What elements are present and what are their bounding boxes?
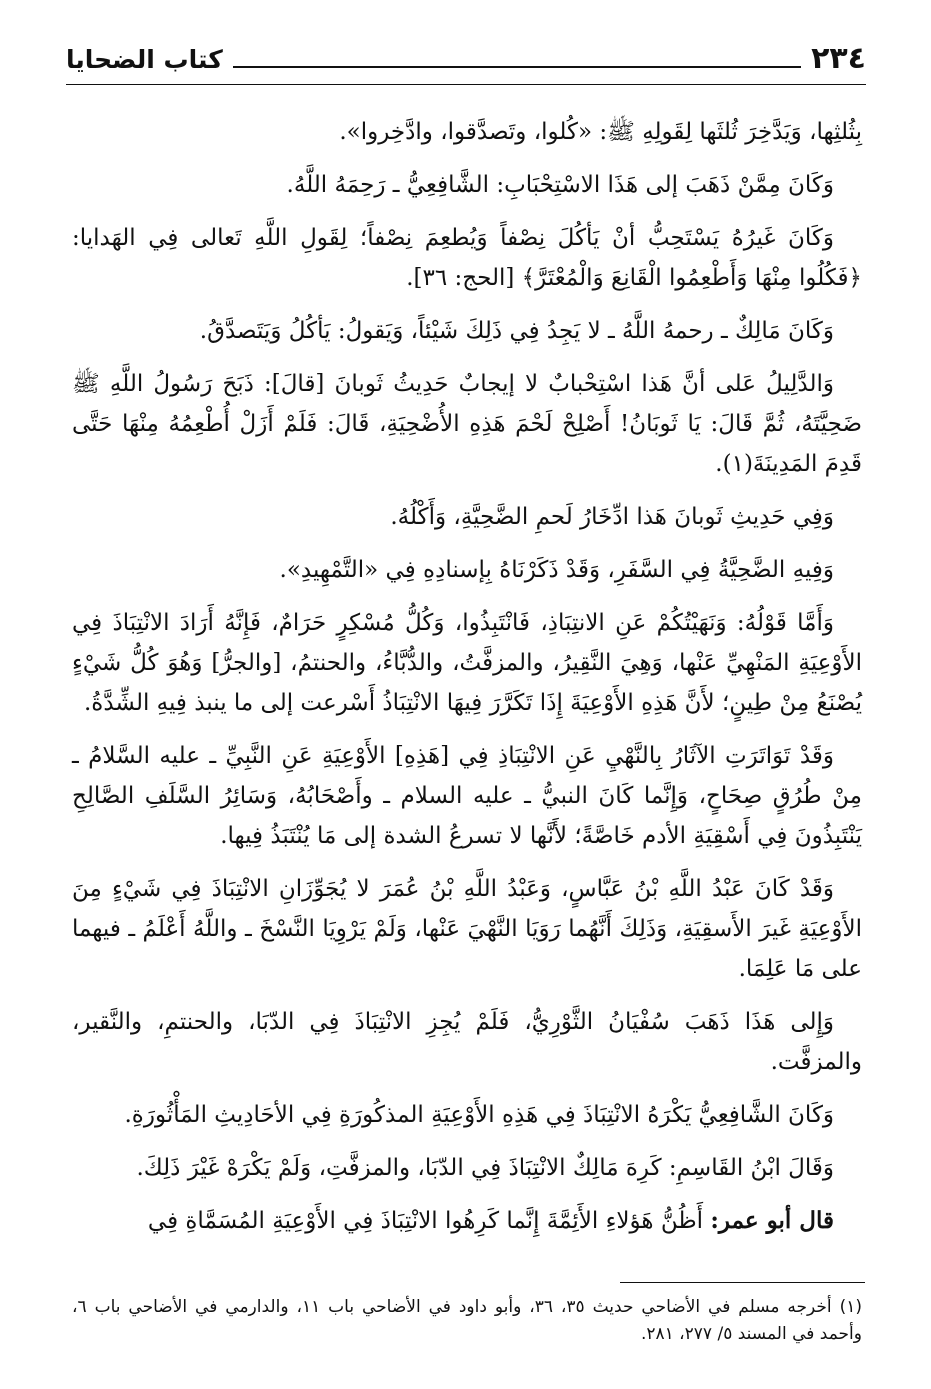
- paragraph-last: [72, 1201, 862, 1241]
- paragraph: بِثُلثِها، وَيَدَّخِرَ ثُلثَها لِقَولِهِ ﷺ: «كُلوا، وتَصدَّقوا، وادَّخِروا».: [339, 119, 862, 145]
- paragraph: وَقَالَ ابْنُ القَاسِمِ: كَرِهَ مَالِكٌ الانْتِبَاذَ فِي الدّبَا، والمزفَّتِ، وَلَمْ يَكْرَهْ غَيْرَ ذَلِكَ.: [136, 1155, 834, 1181]
- paragraph: وَكَانَ مَالِكٌ ـ رحمهُ اللَّهُ ـ لا يَجِدُ فِي ذَلِكَ شَيْئاً، وَيَقولُ: يَأكُلُ وَيَتَصدَّقُ.: [199, 318, 834, 344]
- paragraph: وَالدَّلِيلُ عَلى أنَّ هَذا اسْتِحْبابٌ لا إيجابٌ حَدِيثُ ثَوبانَ [قالَ]: ذَبَحَ رَسُولُ اللَّهِ ﷺ ضَحِيَّتَهُ، ثُمَّ قَالَ: يَا ثَوبَانُ! أَصْلِحْ لَحْمَ هَذِهِ الأُضْحِيَةِ، قَالَ: فَلَمْ أَزَلْ أُطْعِمُهُ مِنْهَا حَتَّى قَدِمَ المَدِينَةَ(١).: [72, 371, 862, 477]
- header-divider: [66, 84, 866, 85]
- paragraph: وَكَانَ مِمَّنْ ذَهَبَ إلى هَذَا الاسْتِحْبَابِ: الشَّافِعِيُّ ـ رَحِمَهُ اللَّهُ.: [286, 172, 834, 198]
- paragraph: وَأَمَّا قَوْلُهُ: وَنَهَيْتُكُمْ عَنِ الانتِبَاذِ، فَانْتَبِذُوا، وَكُلُّ مُسْكِرٍ حَرَامٌ، فَإِنَّهُ أَرَادَ الانْتِبَاذَ فِي الأَوْعِيَةِ المَنْهِيِّ عَنْها، وَهِيَ النَّقِيرُ، والمزفَّتُ، والدُّبَّاءُ، والحنتمُ، [والجرُّ] وَهُوَ كُلُّ شَيْءٍ يُصْنَعُ مِنْ طِينٍ؛ لأَنَّ هَذِهِ الأَوْعِيَةَ إِذَا تَكَرَّرَ فِيهَا الانْتِبَاذُ أَسْرعت إلى ما ينبذ فِيهِ الشِّدَّةُ.: [72, 610, 862, 716]
- footnote: (١) أخرجه مسلم في الأضاحي حديث ٣٥، ٣٦، وأبو داود في الأضاحي باب ١١، والدارمي في الأضاحي باب ٦، وأحمد في المسند ٥/ ٢٧٧، ٢٨١.: [72, 1297, 862, 1344]
- paragraph: وَقَدْ تَوَاتَرَتِ الآثَارُ بِالنَّهْيِ عَنِ الانْتِبَاذِ فِي [هَذِهِ] الأَوْعِيَةِ عَنِ النَّبِيِّ ـ عليه السَّلامُ ـ مِنْ طُرُقٍ صِحَاحٍ، وَإِنَّما كَانَ النبيُّ ـ عليه السلام ـ وأَصْحَابُهُ، وَسَائِرُ السَّلَفِ الصَّالِحِ يَنْتَبِذُونَ فِي أَسْقِيَةِ الأدم خَاصَّةً؛ لأَنَّها لا تسرعُ الشدة إلى مَا يُنْتَبَذُ فِيها.: [72, 743, 862, 849]
- paragraph: وَقَدْ كَانَ عَبْدُ اللَّهِ بْنُ عَبَّاسٍ، وَعَبْدُ اللَّهِ بْنُ عُمَرَ لا يُجَوِّزَانِ الانْتِبَاذَ فِي شَيْءٍ مِنَ الأَوْعِيَةِ غَيرَ الأَسقِيَةِ، وَذَلِكَ أَنَّهُما رَوَيَا النَّهْيَ عَنْها، وَلَمْ يَرْوِيَا النَّسْخَ ـ واللَّهُ أَعْلَمُ ـ فيهما على مَا عَلِمَا.: [72, 876, 862, 982]
- main-text: [72, 112, 862, 1254]
- paragraph: وَفِي حَدِيثِ ثَوبانَ هَذا ادِّخَارُ لَحمِ الضَّحِيَّةِ، وَأَكْلُهُ.: [390, 504, 834, 530]
- paragraph: وَكَانَ غَيرُهُ يَسْتَحِبُّ أنْ يَأكُلَ نِصْفاً وَيُطعِمَ نِصْفاً؛ لِقَولِ اللَّهِ تَعالى فِي الهَدايا: ﴿فَكُلُوا مِنْهَا وَأَطْعِمُوا الْقَانِعَ وَالْمُعْتَرَّ﴾ [الحج: ٣٦].: [72, 225, 862, 291]
- paragraph-last-text: أَظُنُّ هَؤلاءِ الأَئِمَّةَ إِنَّما كَرِهُوا الانْتِبَاذَ فِي الأَوْعِيَةِ المُسَمَّاةِ فِي: [147, 1208, 704, 1234]
- paragraph: وَفِيهِ الضَّحِيَّةُ فِي السَّفَرِ، وَقَدْ ذَكَرْنَاهُ بِإسنادِهِ فِي «التَّمْهِيدِ».: [279, 557, 834, 583]
- paragraph: وَكَانَ الشَّافِعِيُّ يَكْرَهُ الانْتِبَاذَ فِي هَذِهِ الأَوْعِيَةِ المذكُورَةِ فِي الأحَادِيثِ المَأْثُورَةِ.: [124, 1102, 834, 1128]
- page-header: [66, 38, 866, 78]
- footnote-divider: [620, 1282, 865, 1283]
- paragraph: وَإِلى هَذَا ذَهَبَ سُفْيَانُ الثَّوْرِيُّ، فَلَمْ يُجِزِ الانْتِبَاذَ فِي الدّبَا، والحنتمِ، والنَّقير، والمزفَّت.: [72, 1009, 862, 1075]
- book-title: كتاب الضحايا: [66, 45, 223, 74]
- speaker-label: قال أبو عمر:: [710, 1207, 834, 1234]
- header-rule: [233, 66, 801, 68]
- page-number: ٢٣٤: [811, 41, 866, 76]
